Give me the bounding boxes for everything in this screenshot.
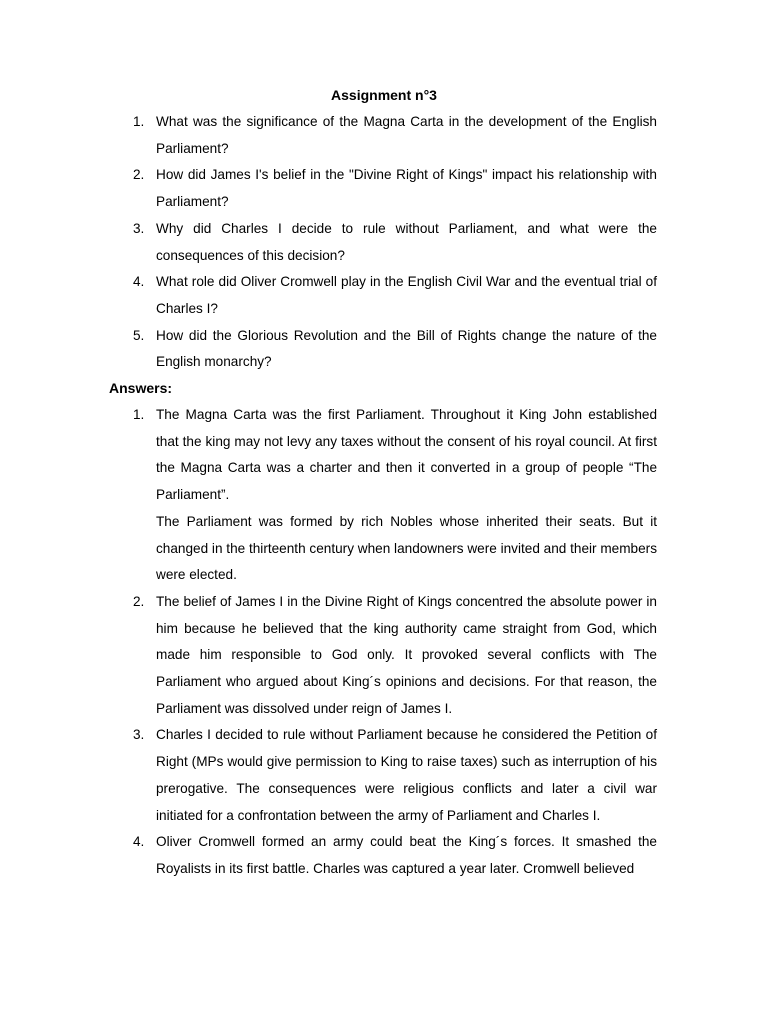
question-item [0, 109, 657, 162]
answer-item [0, 589, 657, 723]
answer-number: 4. [133, 834, 145, 850]
page-title: Assignment n°3 [331, 87, 437, 103]
question-text: How did the Glorious Revolution and the Bill of Rights change the nature of the English monarchy? [156, 327, 657, 370]
answers-heading: Answers: [109, 380, 173, 396]
question-number: 1. [133, 114, 145, 129]
answer-item [0, 402, 657, 589]
question-number: 5. [133, 327, 145, 343]
question-number: 3. [133, 220, 145, 236]
answer-item [0, 829, 657, 882]
answer-number: 1. [133, 407, 145, 422]
answer-paragraph: Charles I decided to rule without Parliament because he considered the Petition of Right (MPs would give permission to King to raise taxes) such as interruption of his prerogative. The consequences were religious conflicts and later a civil war initiated for a confrontation between the army of Parliament and Charles I. [156, 727, 657, 823]
answer-paragraph: Oliver Cromwell formed an army could beat the King´s forces. It smashed the Royalists in its first battle. Charles was captured a year later. Cromwell believed [156, 834, 657, 876]
questions-list [0, 109, 768, 376]
question-number: 4. [133, 274, 145, 290]
answers-list [0, 402, 768, 883]
question-text: How did James I's belief in the "Divine Right of Kings" impact his relationship with Parliament? [156, 167, 657, 210]
question-item [0, 269, 657, 322]
question-text: Why did Charles I decide to rule without Parliament, and what were the consequences of this decision? [156, 220, 657, 263]
question-item [0, 162, 657, 215]
question-item [0, 216, 657, 269]
answer-paragraph: The Magna Carta was the first Parliament. Throughout it King John established that the king may not levy any taxes without the consent of his royal council. At first the Magna Carta was a charter and then it converted in a group of people “The Parliament”. [156, 407, 657, 503]
answer-paragraph: The belief of James I in the Divine Right of Kings concentred the absolute power in him because he believed that the king authority came straight from God, which made him responsible to God only. It provoked several conflicts with The Parliament who argued about King´s opinions and decisions. For that reason, the Parliament was dissolved under reign of James I. [156, 593, 657, 716]
question-text: What was the significance of the Magna Carta in the development of the English Parliament? [156, 114, 657, 156]
answer-number: 2. [133, 593, 145, 609]
answer-number: 3. [133, 727, 145, 743]
question-text: What role did Oliver Cromwell play in the English Civil War and the eventual trial of Charles I? [156, 274, 657, 316]
answer-paragraph: The Parliament was formed by rich Nobles whose inherited their seats. But it changed in the thirteenth century when landowners were invited and their members were elected. [156, 513, 657, 583]
question-number: 2. [133, 167, 145, 183]
answer-item [0, 722, 657, 829]
question-item [0, 323, 657, 376]
